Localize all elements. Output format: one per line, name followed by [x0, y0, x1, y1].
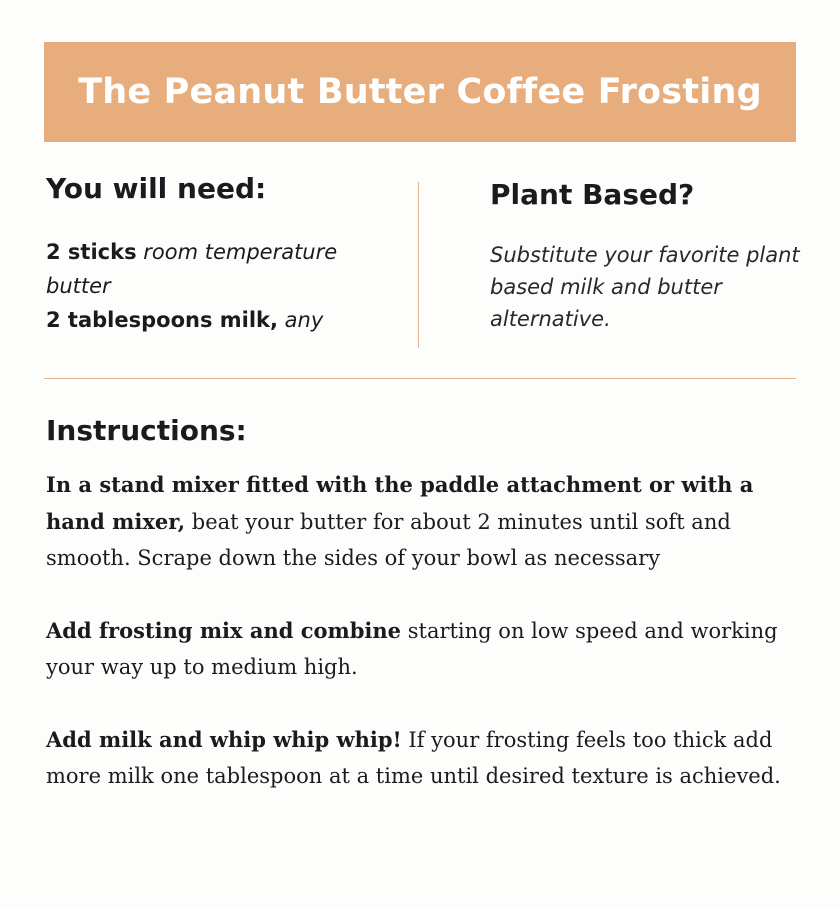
- ingredients-list: [46, 235, 386, 337]
- instruction-step: [46, 467, 806, 577]
- ingredients-heading: You will need:: [46, 172, 267, 205]
- ingredient-description: room temperature butter: [46, 240, 338, 298]
- ingredient-description: any: [277, 308, 324, 332]
- column-divider: [418, 182, 419, 348]
- ingredients-section: [46, 172, 386, 337]
- step-lead: In a stand mixer fitted with the paddle attachment or with a hand mixer,: [46, 472, 754, 534]
- plant-based-section: [490, 178, 800, 335]
- step-text: starting on low speed and working your way up to medium high.: [46, 618, 778, 679]
- instruction-step: [46, 613, 806, 686]
- ingredient-quantity: 2 sticks: [46, 240, 137, 264]
- instructions-steps: [46, 467, 806, 795]
- instructions-section: [46, 414, 806, 831]
- step-text: If your frosting feels too thick add more milk one tablespoon at a time until desired texture is achieved.: [46, 727, 781, 788]
- recipe-title: The Peanut Butter Coffee Frosting: [78, 72, 762, 112]
- ingredient-item: [46, 235, 386, 303]
- step-lead: Add frosting mix and combine: [46, 617, 402, 643]
- ingredient-quantity: 2 tablespoons milk,: [46, 308, 278, 332]
- ingredient-item: [46, 303, 386, 337]
- instructions-heading: Instructions:: [46, 414, 247, 447]
- step-text: beat your butter for about 2 minutes until soft and smooth. Scrape down the sides of your bowl as necessary: [46, 509, 731, 570]
- plant-based-note: Substitute your favorite plant based milk and butter alternative.: [490, 243, 800, 331]
- title-banner: [44, 42, 796, 142]
- step-lead: Add milk and whip whip whip!: [46, 726, 402, 752]
- instruction-step: [46, 722, 806, 795]
- section-divider: [44, 378, 796, 379]
- plant-based-heading: Plant Based?: [490, 178, 695, 211]
